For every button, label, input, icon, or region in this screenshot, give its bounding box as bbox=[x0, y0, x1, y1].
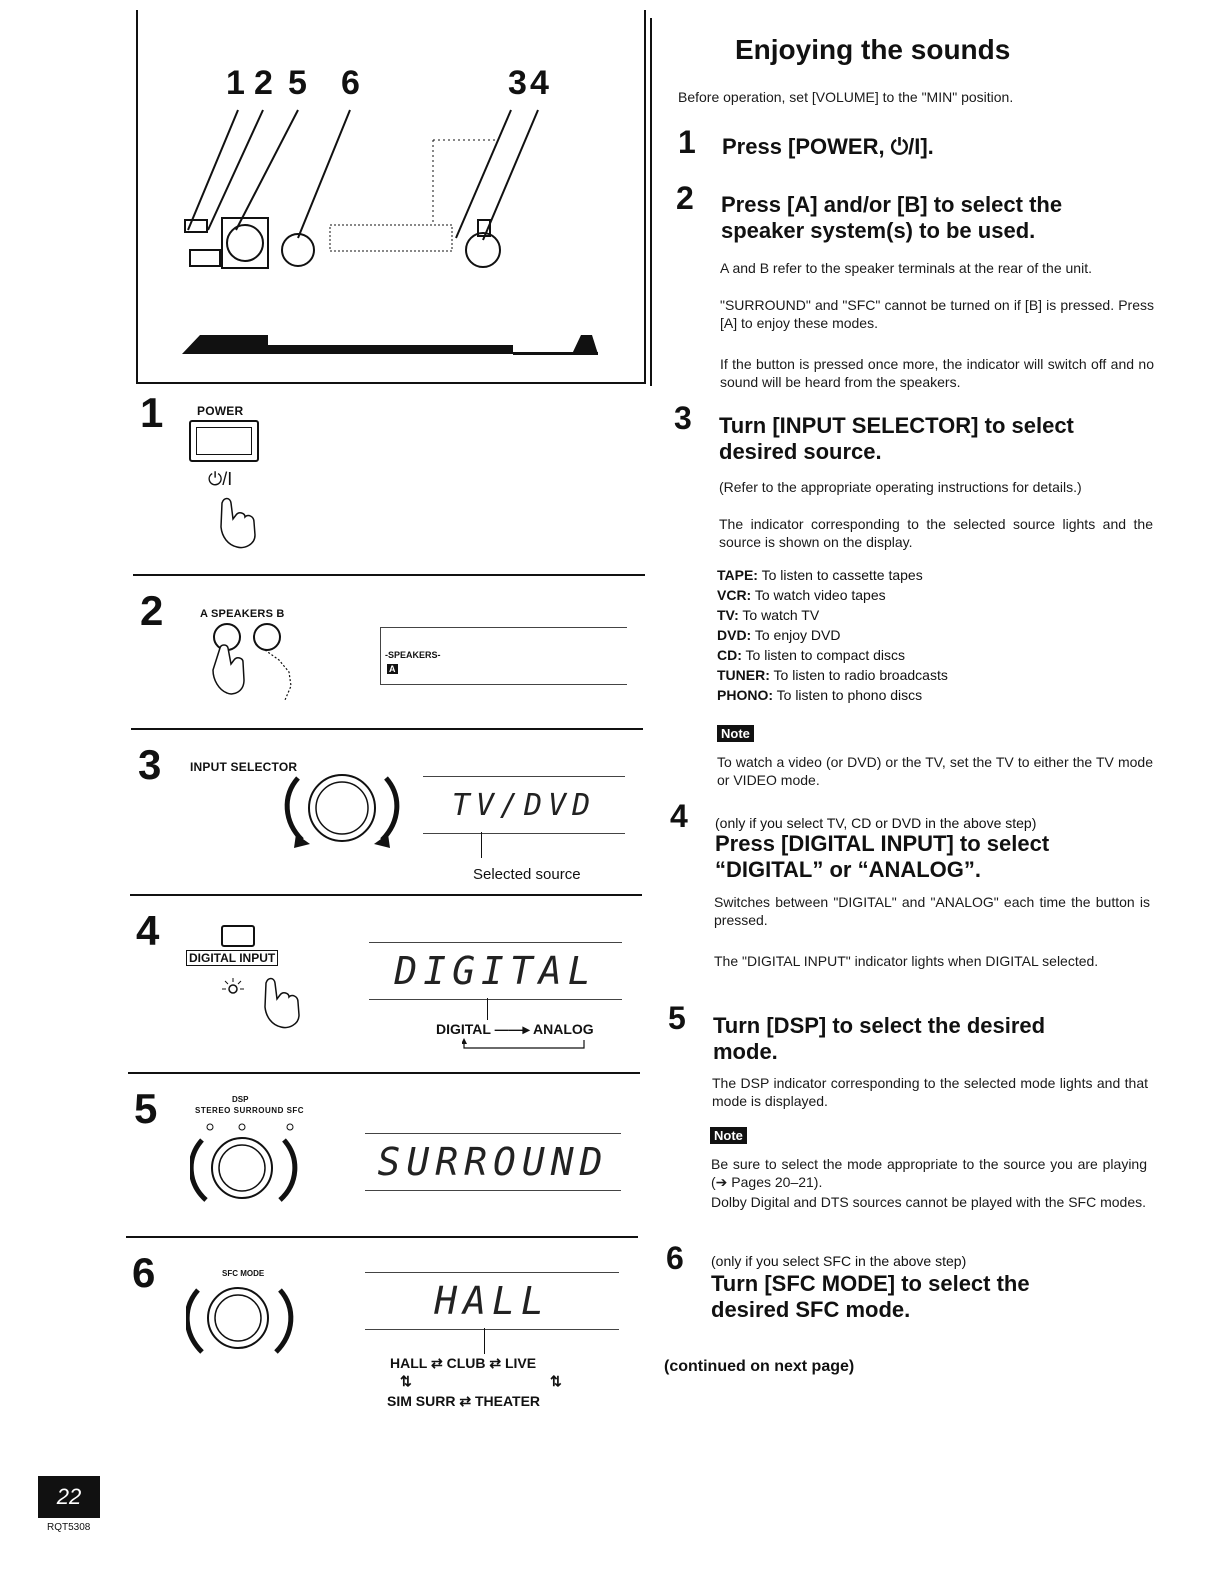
step5-para1: The DSP indicator corresponding to the selected mode lights and that mode is displayed. bbox=[712, 1075, 1148, 1109]
column-divider bbox=[650, 18, 652, 386]
speakers-display-label: -SPEAKERS- bbox=[385, 650, 441, 660]
hall-pointer-line bbox=[484, 1328, 485, 1354]
note1-text: To watch a video (or DVD) or the TV, set the TV to either the TV mode or VIDEO mode. bbox=[717, 754, 1153, 788]
step4-number: 4 bbox=[670, 798, 688, 834]
step5-heading: Turn [DSP] to select the desired mode. bbox=[713, 1013, 1046, 1064]
divider-3 bbox=[130, 894, 642, 896]
digital-input-label: DIGITAL INPUT bbox=[186, 950, 278, 966]
fig-step6-number: 6 bbox=[132, 1249, 156, 1296]
step4-para2: The "DIGITAL INPUT" indicator lights when DIGITAL selected. bbox=[714, 953, 1099, 969]
step1-heading: Press [POWER, ⏻/I]. bbox=[722, 134, 934, 159]
step2-para1: A and B refer to the speaker terminals at the rear of the unit. bbox=[720, 260, 1092, 276]
digital-pointer-line bbox=[487, 998, 488, 1020]
source-list bbox=[717, 565, 948, 705]
step4-para1: Switches between "DIGITAL" and "ANALOG" each time the button is pressed. bbox=[714, 894, 1150, 928]
intro-text: Before operation, set [VOLUME] to the "MIN" position. bbox=[678, 89, 1014, 105]
selected-source-caption: Selected source bbox=[473, 866, 581, 883]
list-item: PHONO: To listen to phono discs bbox=[717, 687, 923, 703]
speakers-buttons bbox=[205, 620, 325, 705]
surround-display: SURROUND bbox=[365, 1133, 621, 1191]
callout-6: 6 bbox=[341, 64, 360, 102]
hand-icon bbox=[256, 975, 306, 1033]
step4-precondition: (only if you select TV, CD or DVD in the above step) bbox=[715, 815, 1037, 831]
speaker-a-indicator: A bbox=[389, 664, 396, 674]
input-selector-knob bbox=[280, 770, 410, 850]
digital-input-button bbox=[221, 925, 255, 947]
receiver-drawing bbox=[138, 10, 648, 384]
note2-para2: Dolby Digital and DTS sources cannot be played with the SFC modes. bbox=[711, 1194, 1146, 1210]
indicator-light-icon bbox=[220, 976, 246, 1002]
step3-number: 3 bbox=[674, 400, 692, 436]
note-badge: Note bbox=[717, 725, 754, 742]
callout-4: 4 bbox=[530, 64, 549, 102]
list-item: TAPE: To listen to cassette tapes bbox=[717, 567, 923, 583]
step6-number: 6 bbox=[666, 1240, 684, 1276]
power-symbol: ⏻/I bbox=[208, 469, 233, 489]
list-item: TV: To watch TV bbox=[717, 607, 820, 623]
hand-icon bbox=[212, 495, 262, 550]
sfc-mode-label: SFC MODE bbox=[222, 1269, 265, 1278]
source-pointer-line bbox=[481, 832, 482, 858]
digital-display: DIGITAL bbox=[369, 942, 622, 1000]
callout-1: 1 bbox=[226, 64, 245, 102]
dsp-knob bbox=[190, 1118, 320, 1208]
fig-step3-number: 3 bbox=[138, 741, 162, 788]
flow-return-line bbox=[462, 1038, 588, 1052]
speakers-label: A SPEAKERS B bbox=[200, 608, 285, 620]
document-code: RQT5308 bbox=[47, 1522, 91, 1533]
step3-para2: The indicator corresponding to the selected source lights and the source is shown on the display. bbox=[719, 516, 1153, 550]
callout-5: 5 bbox=[288, 64, 307, 102]
hall-display: HALL bbox=[365, 1272, 619, 1330]
step6-precondition: (only if you select SFC in the above step) bbox=[711, 1253, 967, 1269]
step2-number: 2 bbox=[676, 180, 694, 216]
fig-step5-number: 5 bbox=[134, 1085, 158, 1132]
fig-step2-number: 2 bbox=[140, 587, 164, 634]
callout-3: 3 bbox=[508, 64, 527, 102]
power-button bbox=[189, 420, 259, 462]
callout-2: 2 bbox=[254, 64, 273, 102]
up-down-arrow-icon: ⇅ bbox=[400, 1373, 412, 1389]
digital-analog-flow bbox=[436, 1021, 594, 1038]
note2-para1: Be sure to select the mode appropriate to the source you are playing (➔ Pages 20–21). bbox=[711, 1156, 1147, 1190]
flow-analog: ANALOG bbox=[533, 1021, 594, 1037]
sfc-mode-knob bbox=[186, 1276, 316, 1362]
input-selector-label: INPUT SELECTOR bbox=[190, 760, 298, 774]
page-title: Enjoying the sounds bbox=[735, 34, 1011, 65]
divider-2 bbox=[131, 728, 643, 730]
fig-step1-number: 1 bbox=[140, 389, 164, 436]
step4-heading: Press [DIGITAL INPUT] to select “DIGITAL” or “ANALOG”. bbox=[715, 831, 1050, 882]
sfc-cycle-row2: SIM SURR ⇄ THEATER bbox=[387, 1393, 541, 1409]
sfc-cycle-arrows bbox=[400, 1373, 570, 1390]
step3-heading: Turn [INPUT SELECTOR] to select desired source. bbox=[719, 413, 1074, 464]
step2-para2: "SURROUND" and "SFC" cannot be turned on if [B] is pressed. Press [A] to enjoy these modes. bbox=[720, 297, 1154, 331]
dsp-top-label: DSP bbox=[232, 1095, 249, 1104]
step2-para3: If the button is pressed once more, the indicator will switch off and no sound will be heard from the speakers. bbox=[720, 356, 1154, 390]
step3-para1: (Refer to the appropriate operating instructions for details.) bbox=[719, 479, 1082, 495]
step6-heading: Turn [SFC MODE] to select the desired SFC mode. bbox=[711, 1271, 1030, 1322]
input-source-display: TV/DVD bbox=[423, 776, 625, 834]
flow-digital: DIGITAL bbox=[436, 1021, 491, 1037]
front-panel-illustration bbox=[136, 10, 646, 384]
divider-1 bbox=[133, 574, 645, 576]
dsp-mode-labels: STEREO SURROUND SFC bbox=[195, 1106, 305, 1115]
sfc-cycle-row1: HALL ⇄ CLUB ⇄ LIVE bbox=[390, 1355, 537, 1371]
up-down-arrow-icon: ⇅ bbox=[550, 1373, 562, 1389]
note-badge: Note bbox=[710, 1127, 747, 1144]
speakers-display bbox=[380, 627, 627, 685]
continued-note: (continued on next page) bbox=[664, 1358, 855, 1375]
step2-heading: Press [A] and/or [B] to select the speaker system(s) to be used. bbox=[721, 192, 1063, 243]
power-label: POWER bbox=[197, 404, 244, 418]
page-number: 22 bbox=[38, 1476, 100, 1518]
left-top-tick bbox=[136, 10, 138, 20]
list-item: TUNER: To listen to radio broadcasts bbox=[717, 667, 948, 683]
list-item: VCR: To watch video tapes bbox=[717, 587, 886, 603]
arrow-right-icon: ——▸ bbox=[494, 1021, 533, 1037]
list-item: DVD: To enjoy DVD bbox=[717, 627, 841, 643]
list-item: CD: To listen to compact discs bbox=[717, 647, 906, 663]
divider-4 bbox=[128, 1072, 640, 1074]
divider-5 bbox=[126, 1236, 638, 1238]
step1-number: 1 bbox=[678, 124, 696, 160]
step5-number: 5 bbox=[668, 1000, 686, 1036]
fig-step4-number: 4 bbox=[136, 907, 160, 954]
